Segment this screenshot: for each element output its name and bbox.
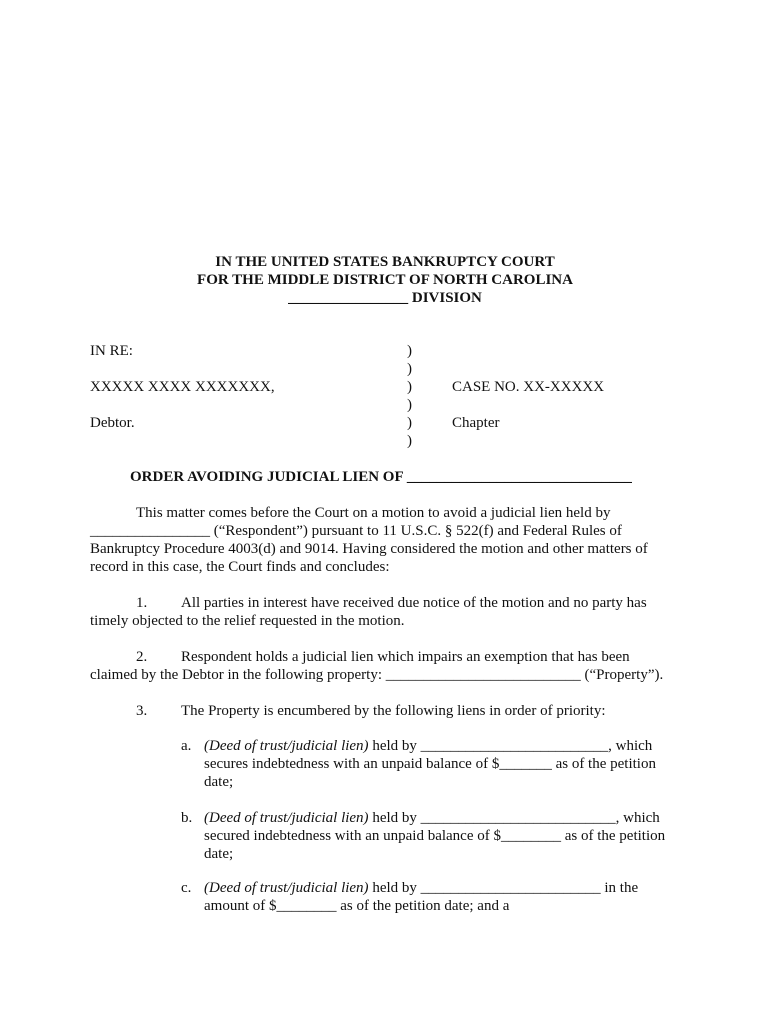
finding-number: 1.: [136, 595, 148, 611]
intro-line: record in this case, the Court finds and concludes:: [90, 559, 390, 575]
finding-text: All parties in interest have received due notice of the motion and no party has: [181, 595, 647, 611]
lien-letter: a.: [181, 738, 192, 754]
lien-holder: held by ________________________ in the: [368, 880, 639, 896]
caption-paren: ): [407, 361, 412, 377]
caption-paren: ): [407, 433, 412, 449]
caption-paren: ): [407, 397, 412, 413]
lien-line: [204, 810, 660, 827]
lien-holder: held by _________________________, which: [368, 738, 653, 754]
case-number: CASE NO. XX-XXXXX: [452, 379, 605, 395]
lien-line: secures indebtedness with an unpaid balance of $_______ as of the petition: [204, 756, 656, 772]
lien-holder: held by __________________________, which: [368, 810, 660, 826]
lien-line: date;: [204, 774, 234, 790]
finding-text: The Property is encumbered by the following liens in order of priority:: [181, 703, 606, 719]
caption-paren: ): [407, 343, 412, 359]
chapter-label: Chapter: [452, 415, 500, 431]
lien-type: (Deed of trust/judicial lien): [204, 880, 369, 896]
finding-number: 3.: [136, 703, 148, 719]
court-division-line: ________________ DIVISION: [288, 290, 482, 306]
lien-line: [204, 738, 652, 755]
finding-text: Respondent holds a judicial lien which impairs an exemption that has been: [181, 649, 630, 665]
court-district-line: FOR THE MIDDLE DISTRICT OF NORTH CAROLINA: [197, 272, 573, 288]
intro-line: Bankruptcy Procedure 4003(d) and 9014. Having considered the motion and other matters of: [90, 541, 648, 557]
finding-number: 2.: [136, 649, 148, 665]
intro-line: This matter comes before the Court on a motion to avoid a judicial lien held by: [136, 505, 611, 521]
caption-paren: ): [407, 379, 412, 395]
in-re-label: IN RE:: [90, 343, 133, 359]
lien-line: secured indebtedness with an unpaid balance of $________ as of the petition: [204, 828, 666, 844]
lien-letter: b.: [181, 810, 193, 826]
lien-type: (Deed of trust/judicial lien): [204, 738, 369, 754]
finding-text: claimed by the Debtor in the following property: __________________________ (“Property”).: [90, 667, 664, 683]
caption-paren: ): [407, 415, 412, 431]
debtor-name: XXXXX XXXX XXXXXXX,: [90, 379, 275, 395]
debtor-label: Debtor.: [90, 415, 135, 431]
lien-line: amount of $________ as of the petition date; and a: [204, 898, 510, 914]
intro-line: ________________ (“Respondent”) pursuant to 11 U.S.C. § 522(f) and Federal Rules of: [90, 523, 622, 539]
lien-letter: c.: [181, 880, 192, 896]
order-title: ORDER AVOIDING JUDICIAL LIEN OF ______________________________: [130, 469, 632, 485]
lien-line: date;: [204, 846, 234, 862]
lien-line: [204, 880, 638, 897]
court-name-line: IN THE UNITED STATES BANKRUPTCY COURT: [215, 254, 555, 270]
finding-text: timely objected to the relief requested in the motion.: [90, 613, 405, 629]
lien-type: (Deed of trust/judicial lien): [204, 810, 369, 826]
